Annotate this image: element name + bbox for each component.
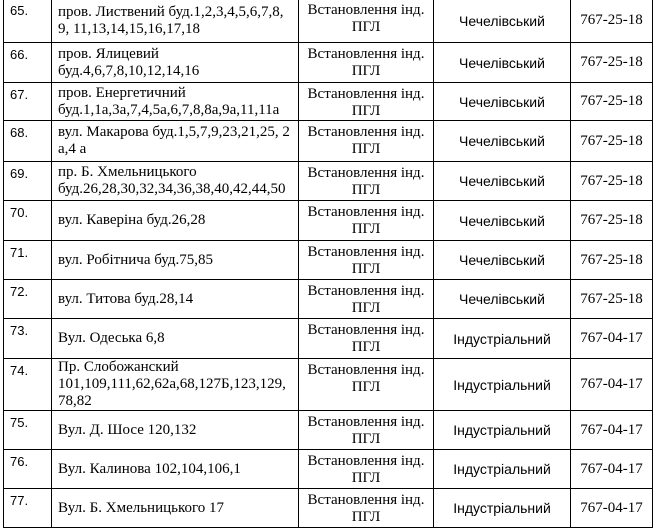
row-number: 71.: [4, 241, 52, 280]
work-type-cell: Встановлення інд. ПГЛ: [299, 241, 434, 280]
work-type-cell: Встановлення інд. ПГЛ: [299, 83, 434, 121]
district-cell: Чечелівський: [434, 162, 571, 201]
work-type-cell: Встановлення інд. ПГЛ: [299, 411, 434, 450]
row-number: 67.: [4, 83, 52, 121]
district-cell: Чечелівський: [434, 121, 571, 162]
address-cell: вул. Макарова буд.1,5,7,9,23,21,25, 2 а,4 а: [52, 121, 299, 162]
work-type-cell: Встановлення інд. ПГЛ: [299, 450, 434, 489]
table-row: [4, 319, 653, 359]
row-number: 70.: [4, 201, 52, 241]
district-cell: Чечелівський: [434, 201, 571, 241]
work-type-cell: Встановлення інд. ПГЛ: [299, 201, 434, 241]
work-type-cell: Встановлення інд. ПГЛ: [299, 280, 434, 319]
work-type-cell: Встановлення інд. ПГЛ: [299, 162, 434, 201]
table-row: [4, 280, 653, 319]
phone-cell: 767-25-18: [571, 201, 653, 241]
work-type-cell: Встановлення інд. ПГЛ: [299, 43, 434, 83]
address-cell: Вул. Д. Шосе 120,132: [52, 411, 299, 450]
district-cell: Чечелівський: [434, 83, 571, 121]
work-type-cell: Встановлення інд. ПГЛ: [299, 121, 434, 162]
row-number: 72.: [4, 280, 52, 319]
work-type-cell: Встановлення інд. ПГЛ: [299, 489, 434, 528]
phone-cell: 767-25-18: [571, 162, 653, 201]
address-cell: пров. Листвений буд.1,2,3,4,5,6,7,8, 9, 11,13,14,15,16,17,18: [52, 0, 299, 43]
district-cell: Індустріальний: [434, 319, 571, 359]
table-row: [4, 43, 653, 83]
row-number: 65.: [4, 0, 52, 43]
table-row: [4, 241, 653, 280]
address-cell: Вул. Б. Хмельницького 17: [52, 489, 299, 528]
address-cell: вул. Титова буд.28,14: [52, 280, 299, 319]
phone-cell: 767-25-18: [571, 0, 653, 43]
work-type-cell: Встановлення інд. ПГЛ: [299, 359, 434, 411]
district-cell: Чечелівський: [434, 43, 571, 83]
table-row: [4, 83, 653, 121]
row-number: 68.: [4, 121, 52, 162]
district-cell: Чечелівський: [434, 0, 571, 43]
work-type-cell: Встановлення інд. ПГЛ: [299, 319, 434, 359]
address-cell: вул. Робітнича буд.75,85: [52, 241, 299, 280]
district-cell: Індустріальний: [434, 450, 571, 489]
address-cell: Вул. Одеська 6,8: [52, 319, 299, 359]
district-cell: Індустріальний: [434, 411, 571, 450]
work-type-cell: Встановлення інд. ПГЛ: [299, 0, 434, 43]
phone-cell: 767-04-17: [571, 319, 653, 359]
district-cell: Індустріальний: [434, 489, 571, 528]
district-cell: Чечелівський: [434, 241, 571, 280]
row-number: 74.: [4, 359, 52, 411]
address-cell: Пр. Слобожанский 101,109,111,62,62а,68,127Б,123,129, 78,82: [52, 359, 299, 411]
works-table: [3, 0, 653, 528]
address-cell: пр. Б. Хмельницького буд.26,28,30,32,34,36,38,40,42,44,50: [52, 162, 299, 201]
table-row: [4, 201, 653, 241]
table-row: [4, 411, 653, 450]
table-row: [4, 121, 653, 162]
table-row: [4, 450, 653, 489]
table-row: [4, 359, 653, 411]
phone-cell: 767-04-17: [571, 489, 653, 528]
address-cell: пров. Енергетичний буд.1,1а,3а,7,4,5а,6,7,8,8а,9а,11,11а: [52, 83, 299, 121]
phone-cell: 767-04-17: [571, 411, 653, 450]
phone-cell: 767-25-18: [571, 241, 653, 280]
table-row: [4, 162, 653, 201]
table-row: [4, 489, 653, 528]
row-number: 69.: [4, 162, 52, 201]
row-number: 75.: [4, 411, 52, 450]
phone-cell: 767-25-18: [571, 121, 653, 162]
district-cell: Чечелівський: [434, 280, 571, 319]
address-cell: пров. Ялицевий буд.4,6,7,8,10,12,14,16: [52, 43, 299, 83]
row-number: 73.: [4, 319, 52, 359]
phone-cell: 767-25-18: [571, 43, 653, 83]
district-cell: Індустріальний: [434, 359, 571, 411]
address-cell: Вул. Калинова 102,104,106,1: [52, 450, 299, 489]
row-number: 66.: [4, 43, 52, 83]
phone-cell: 767-25-18: [571, 280, 653, 319]
phone-cell: 767-04-17: [571, 359, 653, 411]
table-row: [4, 0, 653, 43]
row-number: 77.: [4, 489, 52, 528]
phone-cell: 767-25-18: [571, 83, 653, 121]
row-number: 76.: [4, 450, 52, 489]
phone-cell: 767-04-17: [571, 450, 653, 489]
address-cell: вул. Каверіна буд.26,28: [52, 201, 299, 241]
